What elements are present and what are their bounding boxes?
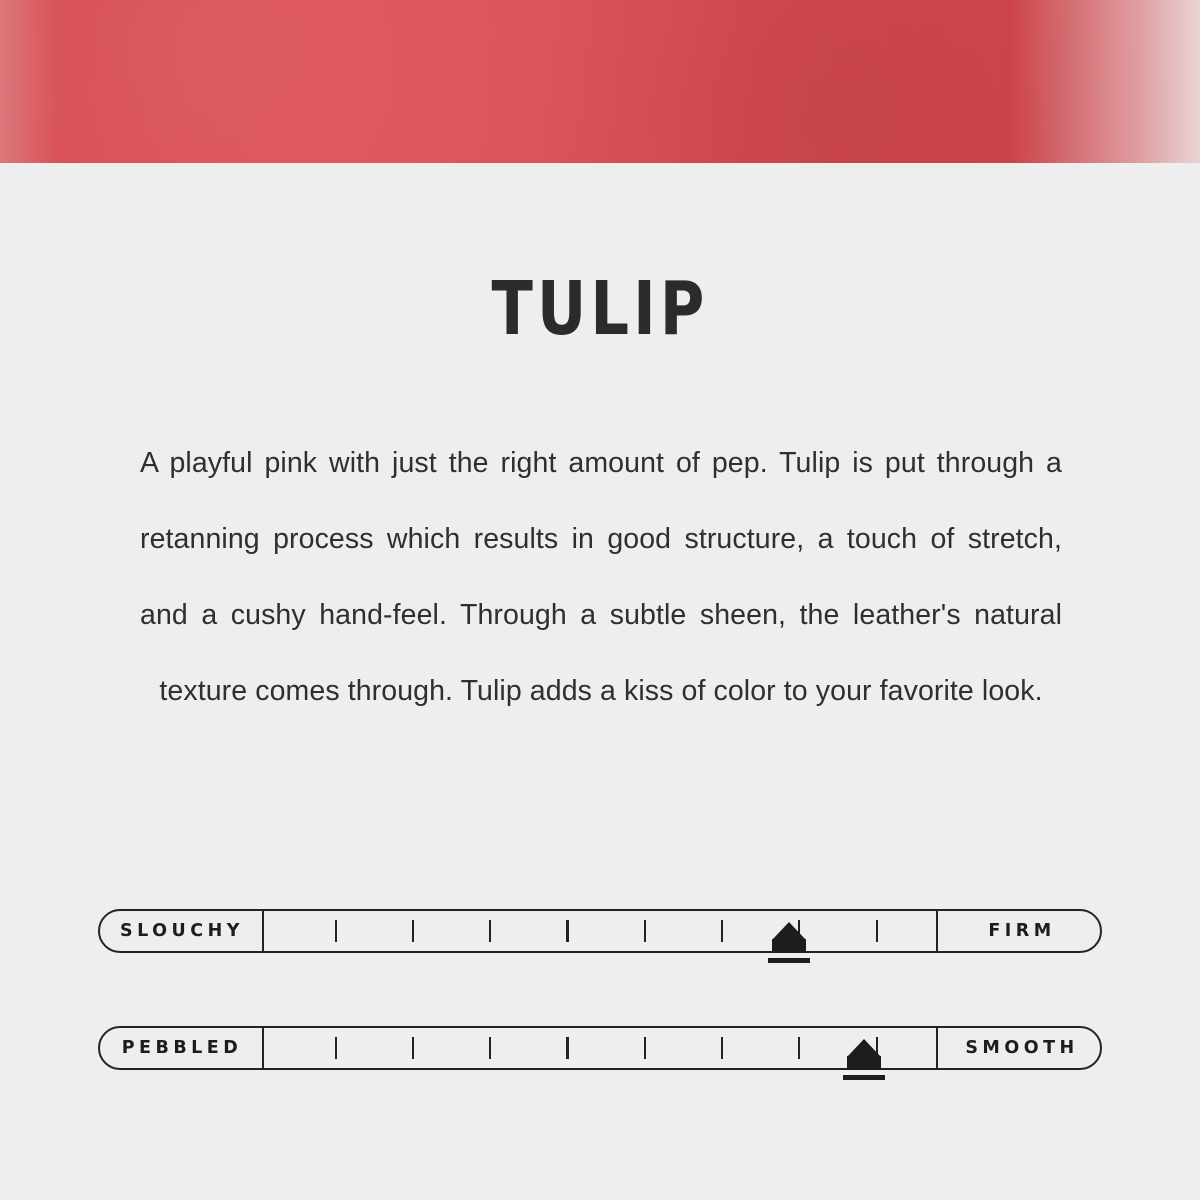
tick <box>489 1037 491 1059</box>
slider-right-label <box>936 1026 1102 1070</box>
slider-left-label-text: PEBBLED <box>121 1038 243 1058</box>
handle-pin-icon <box>772 922 806 940</box>
swatch-right-fade <box>1010 0 1200 163</box>
slider-texture[interactable] <box>98 1026 1102 1070</box>
slider-right-label-text: SMOOTH <box>965 1038 1079 1058</box>
tick <box>335 920 337 942</box>
slider-ticks <box>264 909 936 953</box>
tick <box>721 920 723 942</box>
tick <box>721 1037 723 1059</box>
tick <box>566 920 568 942</box>
slider-right-label <box>936 909 1102 953</box>
description-text: A playful pink with just the right amount of pep. Tulip is put through a retanning process which results in good structure, a touch of stretch, and a cushy hand-feel. Through a subtle sheen, the leather's natural texture comes through. Tulip adds a kiss of color to your favorite look. <box>140 447 1062 707</box>
slider-ticks <box>264 1026 936 1070</box>
tick <box>798 1037 800 1059</box>
tick <box>489 920 491 942</box>
handle-base <box>768 958 810 963</box>
handle-pin-icon <box>847 1039 881 1057</box>
slider-handle-texture[interactable] <box>842 1039 886 1091</box>
slider-handle-firmness[interactable] <box>767 922 811 974</box>
tick <box>335 1037 337 1059</box>
swatch-left-fade <box>0 0 60 163</box>
tick <box>412 920 414 942</box>
slider-firmness[interactable] <box>98 909 1102 953</box>
tick <box>566 1037 568 1059</box>
page-title: TULIP <box>491 266 709 352</box>
slider-right-label-text: FIRM <box>988 921 1056 941</box>
slider-left-label <box>98 1026 264 1070</box>
slider-left-label-text: SLOUCHY <box>120 921 244 941</box>
handle-base <box>843 1075 885 1080</box>
tick <box>412 1037 414 1059</box>
handle-body <box>847 1056 881 1070</box>
handle-body <box>772 939 806 953</box>
tick <box>644 1037 646 1059</box>
tick <box>644 920 646 942</box>
slider-left-label <box>98 909 264 953</box>
tick <box>876 920 878 942</box>
color-swatch-band <box>0 0 1200 163</box>
